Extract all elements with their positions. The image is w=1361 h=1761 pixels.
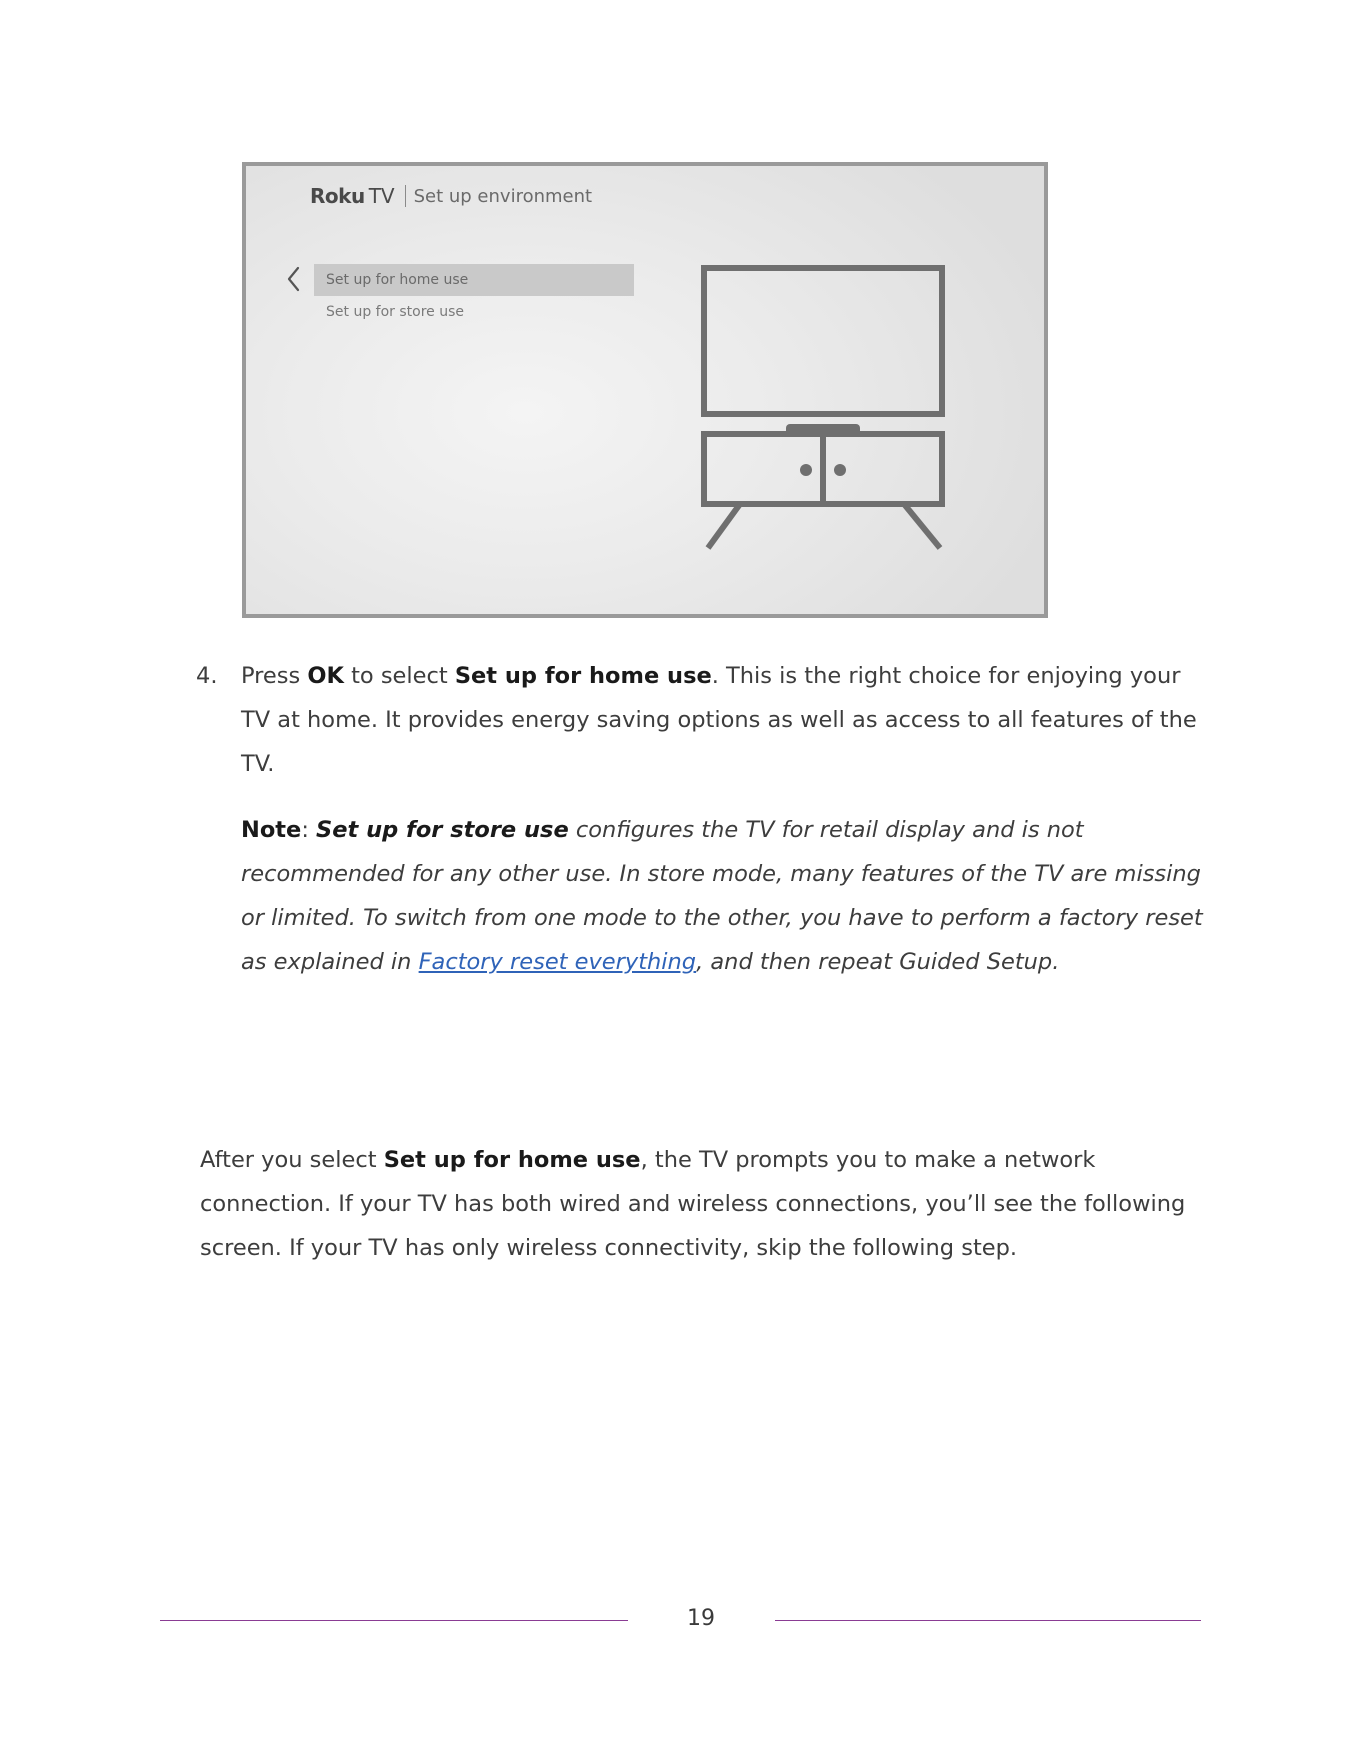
note-text-1: configures the TV for retail display and is not recommended for any other use. In store mode, many features of the TV are missing or limited. To switch from one mode to the other, you have to perform a factory reset as explained in <box>241 817 1203 975</box>
menu-item-home-use[interactable]: Set up for home use <box>314 264 634 296</box>
home-use-keyword: Set up for home use <box>454 663 712 689</box>
step-text-2: to select <box>343 663 455 689</box>
after-text-1: After you select <box>200 1147 384 1173</box>
step-4-text <box>241 654 1206 786</box>
page-number: 19 <box>687 1606 715 1631</box>
note-colon: : <box>301 817 317 843</box>
step-text-3: . This is the right choice for enjoying your TV at home. It provides energy saving options as well as access to all features of the TV. <box>241 663 1197 777</box>
factory-reset-link[interactable]: Factory reset everything <box>418 949 697 975</box>
menu-item-store-use[interactable]: Set up for store use <box>326 304 464 320</box>
tv-on-stand-icon <box>700 264 960 554</box>
header-divider <box>405 185 406 207</box>
note-paragraph <box>241 808 1226 984</box>
note-label: Note <box>241 817 302 843</box>
step-text-1: Press <box>241 663 308 689</box>
store-use-keyword: Set up for store use <box>316 817 569 843</box>
chevron-left-icon[interactable] <box>284 266 304 292</box>
roku-logo-tv: TV <box>368 184 395 208</box>
screen-title: Set up environment <box>413 185 593 207</box>
footer-rule-right <box>775 1620 1201 1621</box>
ok-keyword: OK <box>307 663 344 689</box>
step-4-paragraph <box>196 654 1206 786</box>
step-number: 4. <box>196 663 218 689</box>
home-use-keyword-2: Set up for home use <box>383 1147 641 1173</box>
setup-menu <box>314 264 634 328</box>
after-text-2: , the TV prompts you to make a network connection. If your TV has both wired and wireless connections, you’ll see the following screen. If your TV has only wireless connectivity, skip the following step. <box>200 1147 1186 1261</box>
roku-logo: Roku <box>310 184 365 208</box>
screen-header <box>310 184 592 208</box>
after-paragraph <box>200 1138 1230 1270</box>
footer-rule-left <box>160 1620 628 1621</box>
setup-environment-screenshot <box>242 162 1048 618</box>
note-text-2: , and then repeat Guided Setup. <box>696 949 1060 975</box>
